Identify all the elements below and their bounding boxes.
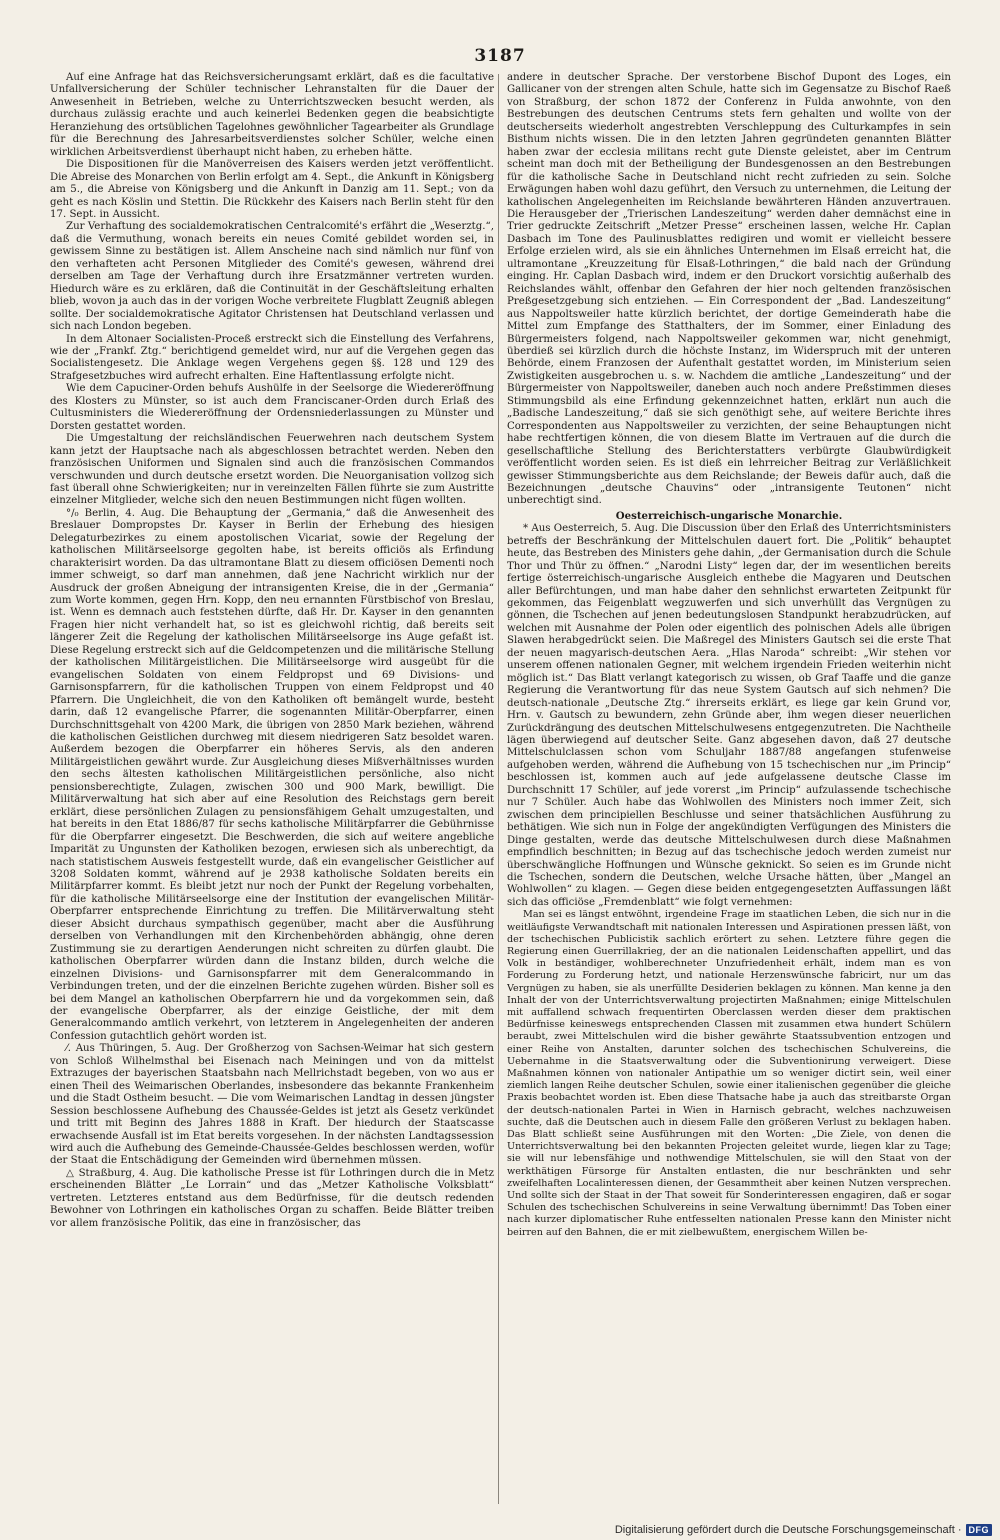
quoted-passage: Man sei es längst entwöhnt, irgendeine Frage im staatlichen Leben, die sich nur in die weitläufigste Verwandtschaft mit nationalen Interessen und Aspirationen pressen läßt, von der tschechischen Publicistik sachlich erörtert zu sehen. Letztere führe gegen die Regierung einen Guerrillakrieg, der an die nationalen Leidenschaften appellirt, und das Volk in beständiger, wohlberechneter Unzufriedenheit erhält, indem man es von Forderung zu Forderung hetzt, und nationale Herzenswünsche fabricirt, nur um das Vergnügen zu haben, sie als unerfüllte Desiderien beklagen zu können. Man kenne ja den Inhalt der von der Unterrichtsverwaltung projectirten Maßnahmen; einige Mittelschulen mit auffallend schwach frequentirten Oberclassen werden dieser dem praktischen Bedürfnisse keineswegs entsprechenden Classen mit zusammen etwa hundert Schülern beraubt, zwei Mittelschulen wird die bisher gewährte Staatssubvention entzogen und einer Reihe von Anstalten, darunter solchen des tschechischen Schulvereins, die Uebernahme in die Staatsverwaltung oder die Subventionirung verweigert. Diese Maßnahmen können von nationaler Antipathie um so weniger dictirt sein, weil einer ziemlich langen Reihe deutscher Schulen, sowie einer italienischen gegenüber die gleiche Praxis beobachtet worden ist. Eben diese Thatsache habe ja auch das streitbarste Organ der deutsch-nationalen Partei in Wien in Harnisch gebracht, welches nachzuweisen suchte, daß die Deutschen auch in diesem Falle den größeren Verlust zu beklagen haben. Das Blatt schließt seine Ausführungen mit den Worten: „Die Ziele, von denen die Unterrichtsverwaltung bei den bekannten Projecten geleitet wurde, liegen klar zu Tage; sie will nur lebensfähige und nothwendige Mittelschulen, sie will den Staat von der werkthätigen Fürsorge für Anstalten entlasten, die nur beschränkten und sehr zweifelhaften Localinteressen dienen, der Gesammtheit aber keinen Nutzen versprechen. Und sollte sich der Staat in der That soweit für Sonderinteressen engagiren, daß er sogar Schulen des tschechischen Schulvereins in seine Verwaltung übernimmt! Das Toben einer nach kurzer diplomatischer Ruhe entfesselten nationalen Presse kann den Minister nicht beirren auf den Bahnen, die er mit zielbewußtem, energischem Willen be-: [507, 909, 951, 1238]
article-paragraph: Die Umgestaltung der reichsländischen Feuerwehren nach deutschem System kann jetzt der Hauptsache nach als abgeschlossen betrachtet werden. Neben den französischen Uniformen und Signalen sind auch die französischen Commandos verschwunden und durch deutsche ersetzt worden. Die Neuorganisation vollzog sich fast überall ohne Schwierigkeiten; nur in vereinzelten Fällen führte sie zum Austritte einzelner Mitglieder, welche sich den neuen Bestimmungen nicht fügen wollten.: [50, 433, 494, 507]
article-paragraph: In dem Altonaer Socialisten-Proceß erstreckt sich die Einstellung des Verfahrens, wie der „Frankf. Ztg.“ berichtigend gemeldet wird, nur auf die Vergehen gegen das Socialistengesetz. Die Anklage wegen Vergehens gegen §§. 128 und 129 des Strafgesetzbuches wird aufrecht erhalten. Eine Haftentlassung erfolgte nicht.: [50, 333, 494, 382]
page-number: 3187: [474, 46, 526, 66]
section-heading: Oesterreichisch-ungarische Monarchie.: [615, 509, 843, 522]
article-paragraph: * Aus Oesterreich, 5. Aug. Die Discussion über den Erlaß des Unterrichtsministers betreffs der Beschränkung der Mittelschulen dauert fort. Die „Politik“ behauptet heute, das Bestreben des Ministers gehe dahin, „der Germanisation durch die Schule Thor und Thür zu öffnen.“ „Narodni Listy“ legen dar, der im wesentlichen bereits fertige österreichisch-ungarische Ausgleich enthebe die Magyaren und Deutschen aller Befürchtungen, und man habe daher den sehnlichst erwarteten Zeitpunkt für gekommen, das Feigenblatt wegzuwerfen und sich unverhüllt das Vergnügen zu gönnen, die Tschechen auf jenen bedeutungslosen Standpunkt herabzudrücken, auf welchen mit Ausnahme der Polen oder eigentlich des polnischen Adels alle übrigen Slawen herabgedrückt seien. Die Maßregel des Ministers Gautsch sei die erste That der neuen magyarisch-deutschen Aera. „Hlas Naroda“ schreibt: „Wir stehen vor unserem offenen nationalen Gegner, mit welchem irgendein Frieden weiterhin nicht möglich ist.“ Das Blatt verlangt kategorisch zu wissen, ob Graf Taaffe und die ganze Regierung die Verantwortung für das neue System Gautsch auf sich nehmen? Die deutsch-nationale „Deutsche Ztg.“ ihrerseits erklärt, es liege gar kein Grund vor, Hrn. v. Gautsch zu bewundern, zehn Gründe aber, ihm wegen dieser neuerlichen Zurückdrängung des deutschen Mittelschulwesens entgegenzutreten. Die Nachtheile lägen überwiegend auf deutscher Seite. Ganz abgesehen davon, daß 27 deutsche Mittelschulclassen schon vom Schuljahr 1887/88 angefangen stufenweise aufgehoben werden, während die Aufhebung von 15 tschechischen nur „im Princip“ beschlossen ist, kommen auch auf jede aufgelassene deutsche Classe im Durchschnitt 17 Schüler, auf jede vorerst „im Princip“ aufzulassende tschechische nur 7 Schüler. Auch habe das Wohlwollen des Ministers noch immer Zeit, sich zwischen dem principiellen Beschlusse und seiner thatsächlichen Ausführung zu bethätigen. Wie sich nun in Folge der angekündigten Verfügungen des Ministers die Dinge gestalten, werde das deutsche Mittelschulwesen durch diese Maßnahmen empfindlich beschnitten; in Bezug auf das tschechische jedoch werden zumeist nur überschwängliche Hoffnungen und Wünsche geknickt. So seien es im Grunde nicht die Tschechen, sondern die Deutschen, welche Ursache hätten, über „Mangel an Wohlwollen“ zu klagen. — Gegen diese beiden entgegengesetzten Auffassungen läßt sich das officiöse „Fremdenblatt“ wie folgt vernehmen:: [507, 523, 951, 908]
dfg-logo: DFG: [966, 1524, 993, 1536]
right-column: [507, 72, 951, 1502]
article-paragraph: andere in deutscher Sprache. Der verstorbene Bischof Dupont des Loges, ein Gallicaner von der strengen alten Schule, hatte sich im Gegensatze zu Bischof Raeß von Straßburg, der schon 1872 der Conferenz in Fulda anwohnte, von den Bestrebungen des deutschen Centrums stets fern gehalten und wollte von der deutscherseits wiederholt angestrebten Verschleppung des Culturkampfes in sein Bisthum nichts wissen. Die in den letzten Jahren gegründeten genannten Blätter haben zwar der ecclesia militans recht gute Dienste geleistet, aber im Centrum scheint man doch mit der Betheiligung der Bundesgenossen an den Bestrebungen für die katholische Sache in Deutschland nicht recht zufrieden zu sein. Solche Erwägungen haben wohl dazu geführt, den Versuch zu unternehmen, die Leitung der katholischen Angelegenheiten im Reichslande bewährteren Händen anzuvertrauen. Die Herausgeber der „Trierischen Landeszeitung“ werden daher demnächst eine in Trier gedruckte Zeitschrift „Metzer Presse“ erscheinen lassen, welche Hr. Caplan Dasbach im Tone des Paulinusblattes redigiren und womit er vielleicht bessere Erfolge erzielen wird, als sie ein ähnliches Unternehmen im Elsaß erreicht hat, die ultramontane „Kreuzzeitung für Elsaß-Lothringen,“ die bald nach der Gründung einging. Hr. Caplan Dasbach wird, indem er den Druckort vorsichtig außerhalb des Reichslandes wählt, offenbar den Gefahren der hier noch geltenden französischen Preßgesetzgebung sich entziehen. — Ein Correspondent der „Bad. Landeszeitung“ aus Nappoltsweiler hatte kürzlich berichtet, der dortige Gemeinderath habe die Mittel zum Empfange des Statthalters, der im Sommer, einer Einladung des Bürgermeisters folgend, nach Nappoltsweiler gekommen war, nicht genehmigt, überdieß sei kürzlich durch die höchste Instanz, im Widerspruch mit der unteren Behörde, einem Franzosen der Aufenthalt gestattet worden, im Ministerium seien Zwistigkeiten ausgebrochen u. s. w. Nachdem die amtliche „Landeszeitung“ und der Bürgermeister von Nappoltsweiler, daneben auch noch andere Preßstimmen dieses Stimmungsbild als eine Erfindung gekennzeichnet hatten, erklärt nun auch die „Badische Landeszeitung,“ daß sie sich genöthigt sehe, auf weitere Berichte ihres Correspondenten aus Nappoltsweiler zu verzichten, der seine Behauptungen nicht habe rechtfertigen können, die von diesem Blatte im Vertrauen auf die durch die gesellschaftliche Stellung des Berichterstatters verbürgte Glaubwürdigkeit veröffentlicht worden seien. Es ist dieß ein lehrreicher Beitrag zur Verläßlichkeit gewisser Stimmungsberichte aus dem Reichslande; der Beweis dafür auch, daß die Bezeichnungen „deutsche Chauvins“ oder „intransigente Teutonen“ nicht unberechtigt sind.: [507, 72, 951, 507]
column-divider: [498, 74, 499, 1504]
article-paragraph: △ Straßburg, 4. Aug. Die katholische Presse ist für Lothringen durch die in Metz erscheinenden Blätter „Le Lorrain“ und das „Metzer Katholische Volksblatt“ vertreten. Letzteres entstand aus dem Bedürfnisse, für die deutsch redenden Bewohner von Lothringen ein katholisches Organ zu schaffen. Beide Blätter treiben vor allem französische Politik, das eine in französischer, das: [50, 1167, 494, 1229]
article-paragraph: ⁄. Aus Thüringen, 5. Aug. Der Großherzog von Sachsen-Weimar hat sich gestern von Schloß Wilhelmsthal bei Eisenach nach Meiningen und von da mittelst Extrazuges der bayerischen Staatsbahn nach Mellrichstadt begeben, von wo aus er einen Theil des Weimarischen Oberlandes, insbesondere das bekannte Frankenheim und die Stadt Ostheim besucht. — Die vom Weimarischen Landtag in dessen jüngster Session beschlossene Aufhebung des Chaussée-Geldes ist jetzt als Gesetz verkündet und tritt mit Beginn des Jahres 1888 in Kraft. Der hiedurch der Staatscasse erwachsende Ausfall ist im Etat bereits vorgesehen. In der nächsten Landtagssession wird auch die Aufhebung des Gemeinde-Chaussée-Geldes beschlossen werden, wofür der Staat die Entschädigung der Gemeinden wird übernehmen müssen.: [50, 1043, 494, 1167]
article-paragraph: Wie dem Capuciner-Orden behufs Aushülfe in der Seelsorge die Wiedereröffnung des Klosters zu Münster, so ist auch dem Franciscaner-Orden durch Erlaß des Cultusministers die Wiedereröffnung der Ordensniederlassungen zu Münster und Dorsten gestattet worden.: [50, 383, 494, 432]
article-paragraph: Die Dispositionen für die Manöverreisen des Kaisers werden jetzt veröffentlicht. Die Abreise des Monarchen von Berlin erfolgt am 4. Sept., die Ankunft in Königsberg am 5., die Abreise von Königsberg und die Ankunft in Danzig am 11. Sept.; von da geht es nach Köslin und Stettin. Die Rückkehr des Kaisers nach Berlin steht für den 17. Sept. in Aussicht.: [50, 159, 494, 220]
digitization-footer: [615, 1521, 992, 1539]
article-paragraph: °/₀ Berlin, 4. Aug. Die Behauptung der „Germania,“ daß die Anwesenheit des Breslauer Dompropstes Dr. Kayser in Berlin der Erhebung des hiesigen Delegaturbezirkes zu einem apostolischen Vicariat, sowie der Regelung der katholischen Militärseelsorge gegolten habe, ist bereits officiös als Erfindung charakterisirt worden. Da das ultramontane Blatt zu diesem officiösen Dementi noch immer schweigt, so darf man annehmen, daß jene Nachricht wirklich nur der Ausdruck der großen Abneigung der intransigenten Kreise, die in der „Germania“ zum Worte kommen, gegen Hrn. Kopp, den neu ernannten Fürstbischof von Breslau, ist. Wenn es demnach auch feststehen dürfte, daß Hr. Dr. Kayser in den genannten Fragen hier nicht verhandelt hat, so ist es gleichwohl richtig, daß bereits seit längerer Zeit die Regelung der katholischen Militärseelsorge ins Auge gefaßt ist. Diese Regelung erstreckt sich auf die Geldcompetenzen und die militärische Stellung der katholischen Militärgeistlichen. Die Militärseelsorge wird ausgeübt für die evangelischen Soldaten von einem Feldpropst und 69 Divisions- und Garnisonspfarrern, für die katholischen Truppen von einem Feldpropst und 40 Pfarrern. Die Ungleichheit, die von den Katholiken oft bemängelt wurde, besteht darin, daß 12 evangelische Pfarrer, die sogenannten Militär-Oberpfarrer, einen Durchschnittsgehalt von 4200 Mark, die übrigen von 2850 Mark beziehen, während die katholischen Geistlichen durchweg mit diesem niedrigeren Satz besoldet waren. Außerdem bezogen die Oberpfarrer ein höheres Servis, als den anderen Militärgeistlichen gewährt wurde. Zur Ausgleichung dieses Mißverhältnisses wurden den sechs ältesten katholischen Militärgeistlichen persönliche, also nicht pensionsberechtigte, Zulagen, zwischen 300 und 900 Mark, bewilligt. Die Militärverwaltung hat sich aber auf eine Resolution des Reichstags gern bereit erklärt, diese persönlichen Zulagen zu pensionsfähigem Gehalt umzugestalten, und hat bereits in den Etat 1886/87 für sechs katholische Militärpfarrer die Gebührnisse für die Oberpfarrer eingesetzt. Die Beschwerden, die sich auf weitere angebliche Imparität zu Ungunsten der Katholiken bezogen, erwiesen sich als unberechtigt, da nach statistischem Ausweis festgestellt wurde, daß ein evangelischer Geistlicher auf 3208 Soldaten kommt, während auf je 2938 katholische Soldaten bereits ein Militärpfarrer kommt. Es bleibt jetzt nur noch der Punkt der Regelung vorbehalten, für die katholische Militärseelsorge eine der Institution der evangelischen Militär-Oberpfarrer entsprechende Einrichtung zu treffen. Die Militärverwaltung steht dieser Absicht durchaus sympathisch gegenüber, macht aber die Ausführung derselben von Verhandlungen mit den Kirchenbehörden abhängig, ohne deren Zustimmung sie zu derartigen Aenderungen nicht schreiten zu dürfen glaubt. Die katholischen Oberpfarrer würden dann die Instanz bilden, durch welche die einzelnen Divisions- und Garnisonspfarrer mit dem Generalcommando in Verbindungen treten, und der die einzelnen Berichte zugehen würden. Bisher soll es bei dem Mangel an katholischen Oberpfarrern hie und da vorgekommen sein, daß der evangelische Oberpfarrer, als der einzige Geistliche, der mit dem Generalcommando amtlich verkehrt, von letzterem in Angelegenheiten der anderen Confession gutachtlich gehört worden ist.: [50, 507, 494, 1042]
article-paragraph: Zur Verhaftung des socialdemokratischen Centralcomité's erfährt die „Weserztg.“, daß die Vermuthung, wonach bereits ein neues Comité gebildet worden sei, in gewissem Sinne zu bestätigen ist. Allem Anscheine nach sind nämlich nur fünf von den verhafteten acht Personen Mitglieder des Comité's gewesen, während drei derselben am Tage der Verhaftung durch ihre Ersatzmänner vertreten wurden. Hiedurch wäre es zu erklären, daß die Continuität in der Geschäftsleitung erhalten blieb, wovon ja auch das in der vorigen Woche verbreitete Flugblatt Zeugniß ablegen sollte. Der socialdemokratische Agitator Christensen hat Deutschland verlassen und sich nach London begeben.: [50, 221, 494, 333]
footer-text: Digitalisierung gefördert durch die Deutsche Forschungsgemeinschaft ·: [614, 1524, 962, 1536]
article-paragraph: Auf eine Anfrage hat das Reichsversicherungsamt erklärt, daß es die facultative Unfallversicherung der Schüler technischer Lehranstalten für die Dauer der Anwesenheit in Betrieben, welche zu Unterrichtszwecken besucht werden, als durchaus zulässig erachte und auch keinerlei Bedenken gegen die beabsichtigte Heranziehung des ortsüblichen Tagelohnes gewöhnlicher Tagearbeiter als Grundlage für die Berechnung des Jahresarbeitsverdienstes solcher Schüler, welche einen wirklichen Arbeitsverdienst überhaupt nicht haben, zu erheben hätte.: [50, 72, 494, 158]
left-column: [50, 72, 494, 1502]
